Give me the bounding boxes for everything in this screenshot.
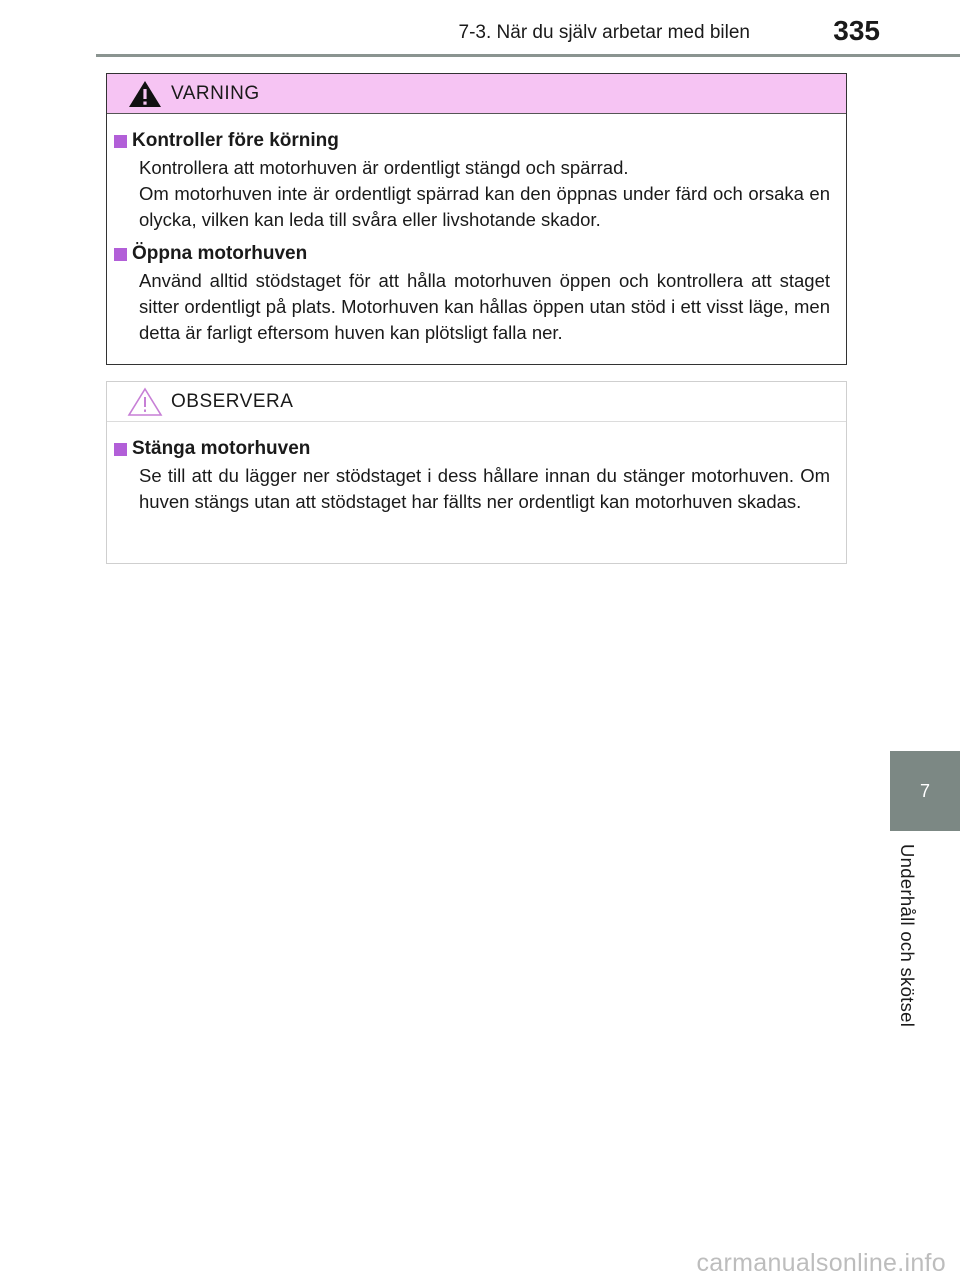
square-bullet-icon — [114, 135, 127, 148]
chapter-tab — [890, 751, 960, 831]
warning-box-body — [107, 114, 846, 346]
notice-label: OBSERVERA — [171, 390, 294, 412]
warning-section — [114, 243, 830, 346]
section-heading-text: Kontroller före körning — [132, 130, 339, 151]
section-heading-text: Öppna motorhuven — [132, 243, 308, 264]
warning-triangle-icon — [127, 79, 163, 109]
chapter-number: 7 — [919, 780, 930, 801]
warning-box — [106, 73, 847, 365]
caution-triangle-outline-icon — [127, 387, 163, 417]
header-divider — [96, 54, 960, 57]
warning-box-header — [107, 74, 846, 114]
chapter-label: Underhåll och skötsel — [897, 844, 918, 1028]
warning-section — [114, 130, 830, 233]
section-heading — [114, 438, 830, 460]
section-heading — [114, 243, 830, 265]
section-heading — [114, 130, 830, 152]
notice-box — [106, 381, 847, 564]
chapter-section-title: 7-3. När du själv arbetar med bilen — [458, 22, 750, 43]
notice-box-header — [107, 382, 846, 422]
warning-label: VARNING — [171, 82, 260, 104]
section-paragraph: Kontrollera att motorhuven är ordentligt stängd och spärrad. Om motorhuven inte är ordentligt spärrad kan den öppnas under färd och orsaka en olycka, vilken kan leda till svåra eller livshotande skador. — [139, 157, 830, 230]
square-bullet-icon — [114, 443, 127, 456]
section-paragraph: Använd alltid stödstaget för att hålla motorhuven öppen och kontrollera att staget sitter ordentligt på plats. Motorhuven kan hållas öppen utan stöd i ett visst läge, men detta är farligt eftersom huven kan plötsligt falla ner. — [139, 270, 830, 343]
square-bullet-icon — [114, 248, 127, 261]
section-heading-text: Stänga motorhuven — [132, 438, 311, 459]
watermark: carmanualsonline.info — [696, 1249, 946, 1277]
page-number: 335 — [833, 15, 880, 46]
notice-section — [114, 438, 830, 515]
notice-box-body — [107, 422, 846, 515]
section-paragraph: Se till att du lägger ner stödstaget i dess hållare innan du stänger motorhuven. Om huven stängs utan att stödstaget har fällts ner ordentligt kan motorhuven skadas. — [139, 465, 830, 512]
